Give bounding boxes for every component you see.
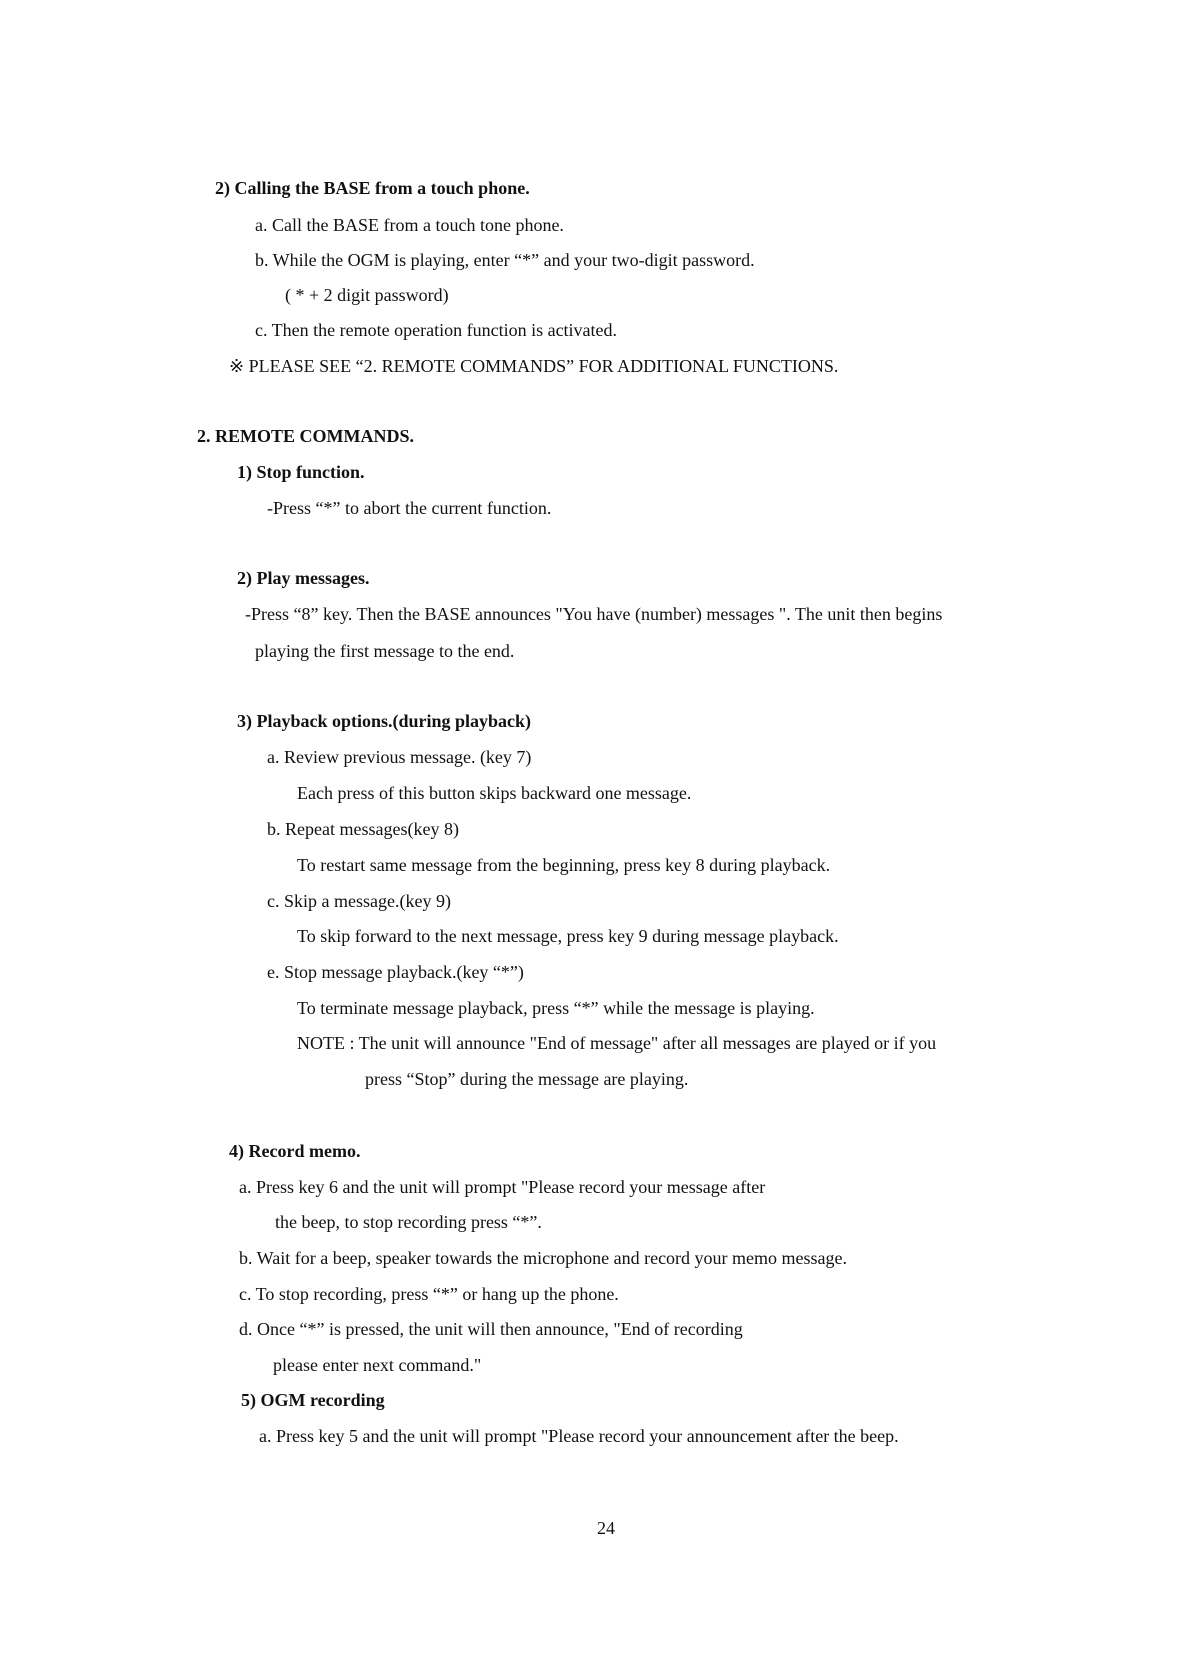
calling-step-b: b. While the OGM is playing, enter “*” and your two-digit password. [255, 250, 755, 270]
remote-commands-title: 2. REMOTE COMMANDS. [197, 426, 414, 446]
playback-option-e-desc: To terminate message playback, press “*” while the message is playing. [297, 998, 815, 1018]
record-memo-d-line2: please enter next command." [273, 1355, 482, 1375]
calling-step-b-note: ( * + 2 digit password) [285, 285, 449, 305]
calling-step-a: a. Call the BASE from a touch tone phone. [255, 215, 564, 235]
play-messages-heading: 2) Play messages. [237, 568, 370, 588]
playback-note-line1: NOTE : The unit will announce "End of message" after all messages are played or if you [297, 1033, 937, 1053]
calling-step-c: c. Then the remote operation function is activated. [255, 320, 618, 340]
playback-option-a-desc: Each press of this button skips backward one message. [297, 783, 692, 803]
page-number: 24 [597, 1518, 615, 1538]
stop-function-text: -Press “*” to abort the current function. [267, 498, 552, 518]
record-memo-a-line1: a. Press key 6 and the unit will prompt "Please record your message after [239, 1177, 766, 1197]
playback-option-e: e. Stop message playback.(key “*”) [267, 962, 524, 982]
calling-heading: 2) Calling the BASE from a touch phone. [215, 178, 530, 198]
record-memo-d-line1: d. Once “*” is pressed, the unit will then announce, "End of recording [239, 1319, 743, 1339]
playback-option-b-desc: To restart same message from the beginning, press key 8 during playback. [297, 855, 831, 875]
record-memo-heading: 4) Record memo. [229, 1141, 361, 1161]
play-messages-line1: -Press “8” key. Then the BASE announces "You have (number) messages ". The unit then begins [245, 604, 943, 624]
playback-option-c: c. Skip a message.(key 9) [267, 891, 451, 911]
ogm-recording-heading: 5) OGM recording [241, 1390, 385, 1410]
record-memo-b: b. Wait for a beep, speaker towards the microphone and record your memo message. [239, 1248, 848, 1268]
ogm-recording-a: a. Press key 5 and the unit will prompt "Please record your announcement after the beep. [259, 1426, 899, 1446]
see-remote-commands-note: ※ PLEASE SEE “2. REMOTE COMMANDS” FOR ADDITIONAL FUNCTIONS. [229, 356, 839, 376]
record-memo-c: c. To stop recording, press “*” or hang up the phone. [239, 1284, 619, 1304]
playback-option-a: a. Review previous message. (key 7) [267, 747, 532, 767]
play-messages-line2: playing the first message to the end. [255, 641, 515, 661]
playback-option-c-desc: To skip forward to the next message, press key 9 during message playback. [297, 926, 839, 946]
playback-option-b: b. Repeat messages(key 8) [267, 819, 459, 839]
playback-options-heading: 3) Playback options.(during playback) [237, 711, 532, 731]
playback-note-line2: press “Stop” during the message are playing. [365, 1069, 689, 1089]
record-memo-a-line2: the beep, to stop recording press “*”. [275, 1212, 542, 1232]
stop-function-heading: 1) Stop function. [237, 462, 365, 482]
